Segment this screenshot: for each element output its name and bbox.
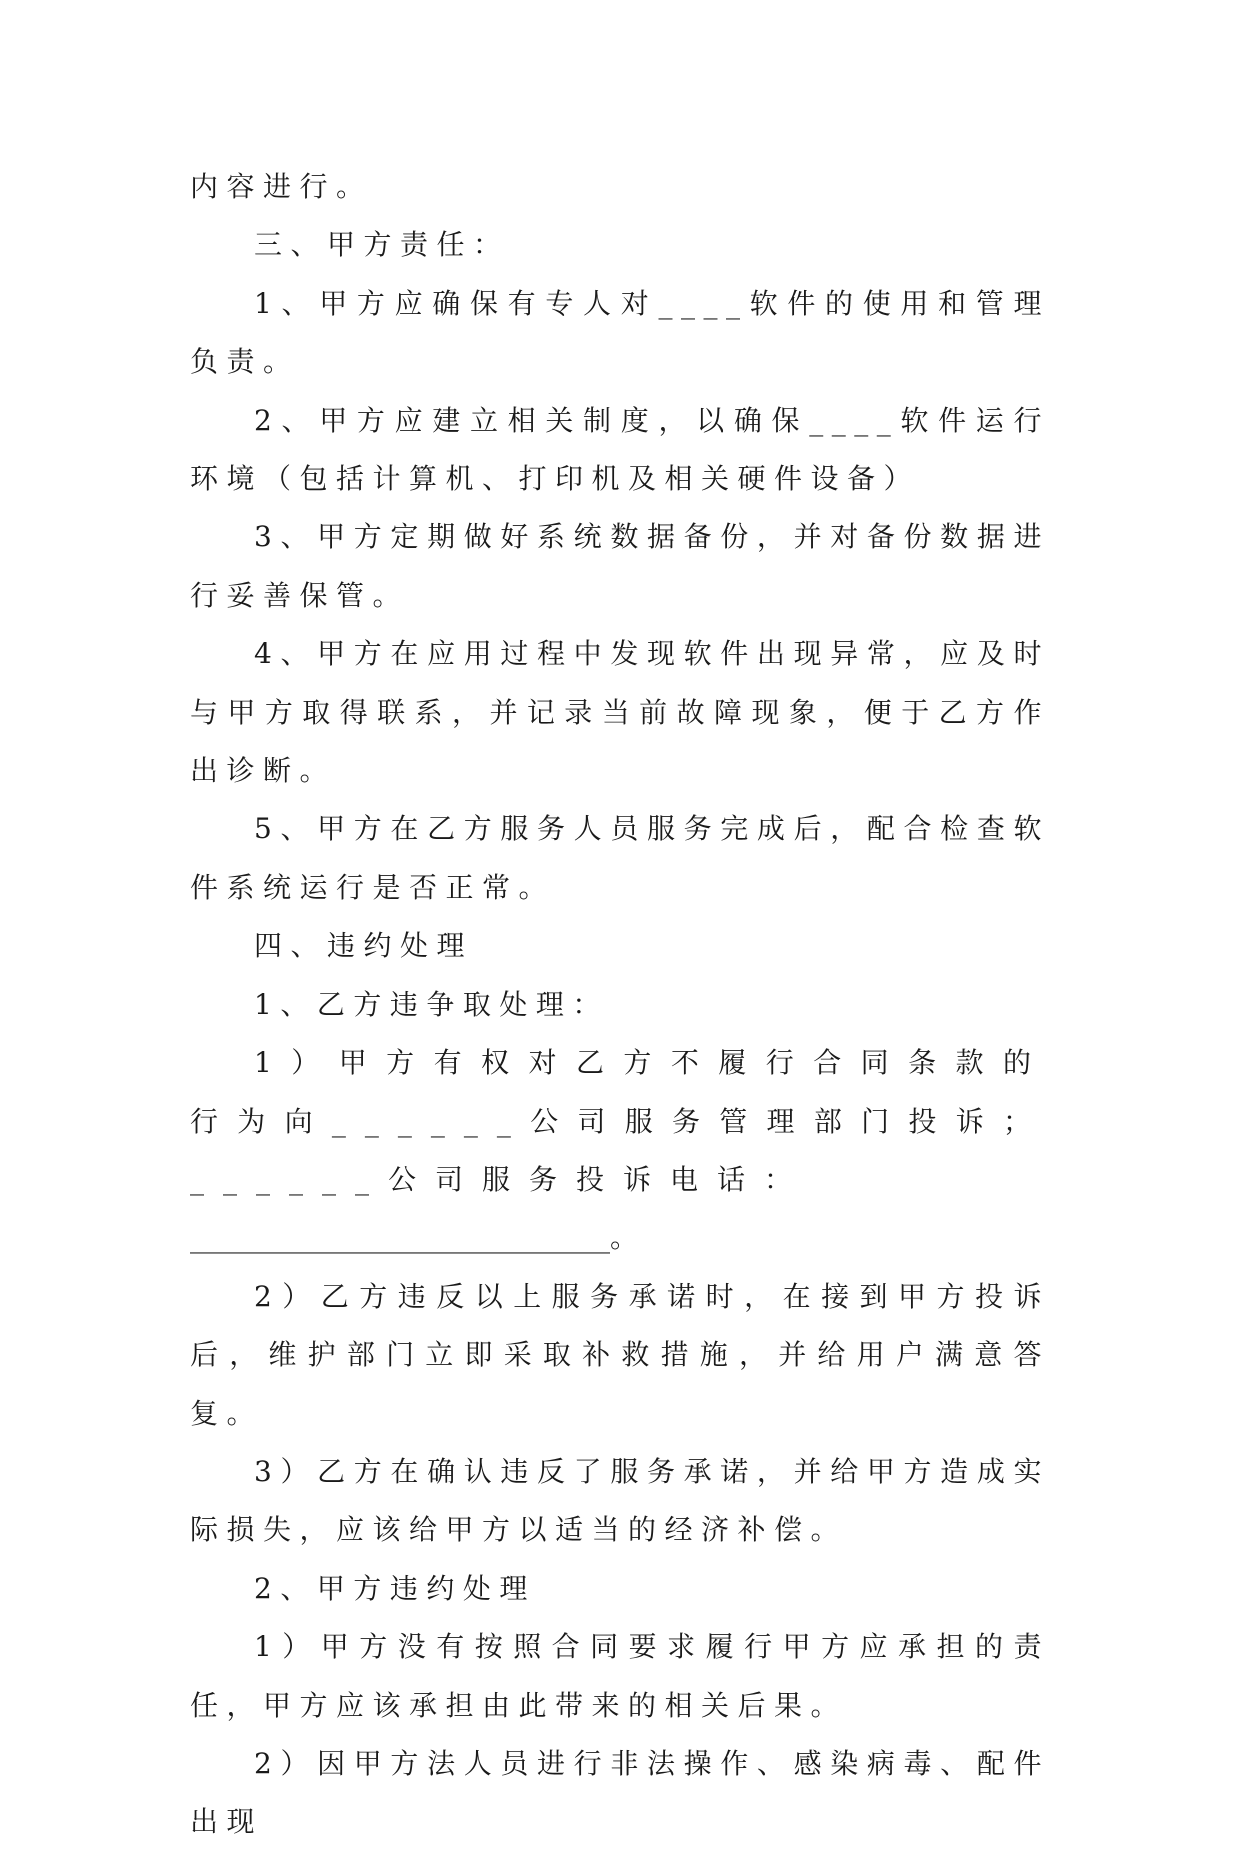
clause-a-4: 4、甲方在应用过程中发现软件出现异常，应及时与甲方取得联系，并记录当前故障现象，便于乙方作出诊断。 [190,637,1050,788]
phone-blank-line: ______________________________。 [190,1221,639,1255]
clause-a-2: 2、甲方应建立相关制度，以确保____软件运行环境（包括计算机、打印机及相关硬件设备） [190,403,1050,496]
clause-b-1-3: 3）乙方在确认违反了服务承诺，并给甲方造成实际损失，应该给甲方以适当的经济补偿。 [190,1454,1050,1547]
clause-a-1: 1、甲方应确保有专人对____软件的使用和管理负责。 [190,286,1050,379]
section-heading-breach: 四、违约处理 [254,929,474,963]
document-page [190,158,1050,1852]
paragraph-continuation: 内容进行。 [190,170,373,203]
section-heading-party-a-duties: 三、甲方责任： [254,228,510,262]
clause-a-5: 5、甲方在乙方服务人员服务完成后，配合检查软件系统运行是否正常。 [190,812,1050,904]
clause-b-1-1: 1）甲方有权对乙方不履行合同条款的行为向______公司服务管理部门投诉；______公司服务投诉电话： [190,1046,1050,1196]
clause-b-2-heading: 2、甲方违约处理 [254,1571,536,1605]
clause-a-3: 3、甲方定期做好系统数据备份，并对备份数据进行妥善保管。 [190,520,1050,612]
clause-b-2-1: 1）甲方没有按照合同要求履行甲方应承担的责任，甲方应该承担由此带来的相关后果。 [190,1630,1050,1722]
clause-b-1-2: 2）乙方违反以上服务承诺时，在接到甲方投诉后，维护部门立即采取补救措施，并给用户满意答复。 [190,1279,1050,1430]
clause-b-1-heading: 1、乙方违争取处理： [254,987,609,1021]
clause-b-2-2: 2）因甲方法人员进行非法操作、感染病毒、配件出现 [190,1746,1050,1839]
